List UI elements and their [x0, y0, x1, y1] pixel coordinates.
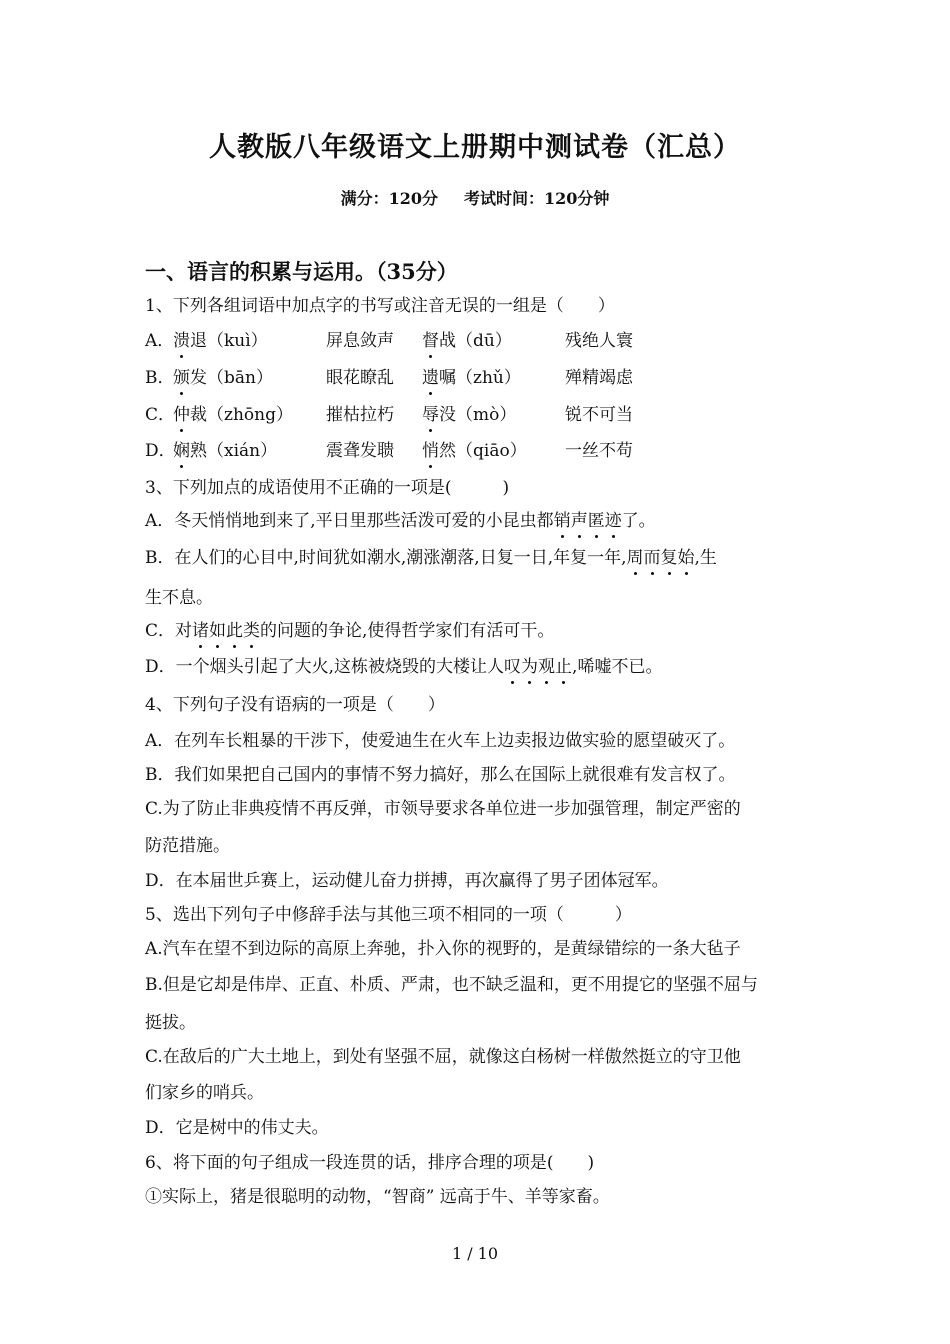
dotted-idiom	[627, 548, 695, 568]
q3-option-c: C．对诸如此类的问题的争论,使得哲学家们有活可干。	[145, 621, 555, 641]
dotted-char: 声	[570, 511, 588, 531]
dotted-char: 销	[553, 511, 571, 531]
q4-stem: 4、下列句子没有语病的一项是（ ）	[145, 695, 445, 715]
q1-option-a: A． 溃退（kuì） 屏息敛声 督战（dū） 残绝人寰	[145, 331, 633, 351]
q3-option-a: A．冬天悄悄地到来了,平日里那些活泼可爱的小昆虫都销声匿迹了。	[145, 511, 656, 531]
q6-sentence-1: ①实际上，猪是很聪明的动物，“智商” 远高于牛、羊等家畜。	[145, 1187, 610, 1207]
q4-option-c-cont: 防范措施。	[145, 836, 230, 856]
dotted-char: 止	[555, 657, 573, 677]
dotted-idiom	[504, 657, 572, 677]
q1-option-c: C． 仲裁（zhōng） 摧枯拉朽 辱没（mò） 锐不可当	[145, 405, 633, 425]
page-number: 1 / 10	[451, 1244, 499, 1263]
dotted-char: 周	[626, 548, 644, 568]
dotted-char: 复	[660, 548, 678, 568]
dotted-char: 仲	[173, 405, 190, 425]
dotted-char: 辱	[422, 405, 439, 425]
option-letter: A．	[145, 331, 175, 351]
q3-option-b: B．在人们的心目中,时间犹如潮水,潮涨潮落,日复一日,年复一年,周而复始,生	[145, 548, 717, 568]
dotted-char: 观	[538, 657, 556, 677]
dotted-char: 颁	[173, 368, 190, 388]
q3-stem: 3、下列加点的成语使用不正确的一项是( )	[145, 478, 510, 498]
dotted-char: 叹	[504, 657, 522, 677]
dotted-char: 此	[226, 621, 244, 641]
option-word: 屏息敛声	[326, 331, 394, 351]
dotted-char: 匿	[587, 511, 605, 531]
dotted-char: 遗	[422, 368, 439, 388]
q1-option-b: B． 颁发（bān） 眼花瞭乱 遗嘱（zhǔ） 殚精竭虑	[145, 368, 633, 388]
q5-option-b-cont: 挺拔。	[145, 1013, 196, 1033]
q1-stem: 1、下列各组词语中加点字的书写或注音无误的一组是（ ）	[145, 296, 615, 316]
dotted-char: 始	[677, 548, 695, 568]
dotted-idiom	[192, 621, 260, 641]
option-word: 残绝人寰	[565, 331, 633, 351]
option-letter: D．	[145, 441, 176, 461]
q4-option-b: B．我们如果把自己国内的事情不努力搞好，那么在国际上就很难有发言权了。	[145, 765, 736, 785]
q4-option-c: C.为了防止非典疫情不再反弹，市领导要求各单位进一步加强管理，制定严密的	[145, 799, 741, 819]
dotted-char: 娴	[173, 441, 190, 461]
dotted-char: 类	[243, 621, 261, 641]
option-letter: C．	[145, 405, 176, 425]
page-title: 人教版八年级语文上册期中测试卷（汇总）	[209, 132, 741, 163]
dotted-char: 悄	[422, 441, 439, 461]
exam-time: 考试时间：120分钟	[464, 189, 610, 208]
section-heading: 一、语言的积累与运用。（35分）	[145, 259, 458, 284]
q5-option-a: A.汽车在望不到边际的高原上奔驰，扑入你的视野的，是黄绿错综的一条大毡子	[145, 939, 741, 959]
q6-stem: 6、将下面的句子组成一段连贯的话，排序合理的项是( )	[145, 1153, 595, 1173]
q5-stem: 5、选出下列句子中修辞手法与其他三项不相同的一项（ ）	[145, 905, 632, 925]
dotted-idiom	[554, 511, 622, 531]
q5-option-b: B.但是它却是伟岸、正直、朴质、严肃，也不缺乏温和，更不用提它的坚强不屈与	[145, 975, 758, 995]
q5-option-c-cont: 们家乡的哨兵。	[145, 1083, 264, 1103]
q5-option-d: D．它是树中的伟丈夫。	[145, 1118, 329, 1138]
dotted-char: 如	[209, 621, 227, 641]
q3-option-d: D．一个烟头引起了大火,这栋被烧毁的大楼让人叹为观止,唏嘘不已。	[145, 657, 663, 677]
dotted-char: 溃	[173, 331, 190, 351]
option-word: 一丝不苟	[565, 441, 633, 461]
option-word: 摧枯拉朽	[326, 405, 394, 425]
dotted-char: 迹	[604, 511, 622, 531]
dotted-char: 督	[422, 331, 439, 351]
full-score: 满分：120分	[340, 189, 438, 208]
option-word: 眼花瞭乱	[326, 368, 394, 388]
option-letter: B．	[145, 368, 175, 388]
dotted-char: 而	[643, 548, 661, 568]
dotted-char: 诸	[192, 621, 210, 641]
option-word: 震聋发聩	[326, 441, 394, 461]
dotted-char: 为	[521, 657, 539, 677]
q1-option-d: D． 娴熟（xián） 震聋发聩 悄然（qiāo） 一丝不苟	[145, 441, 633, 461]
q4-option-d: D．在本届世乒赛上，运动健儿奋力拼搏，再次赢得了男子团体冠军。	[145, 871, 669, 891]
q3-option-b-cont: 生不息。	[145, 588, 213, 608]
q5-option-c: C.在敌后的广大土地上，到处有坚强不屈，就像这白杨树一样傲然挺立的守卫他	[145, 1047, 741, 1067]
option-word: 锐不可当	[565, 405, 633, 425]
q4-option-a: A．在列车长粗暴的干涉下，使爱迪生在火车上边卖报边做实验的愿望破灭了。	[145, 731, 736, 751]
exam-info	[0, 186, 950, 209]
option-word: 殚精竭虑	[565, 368, 633, 388]
